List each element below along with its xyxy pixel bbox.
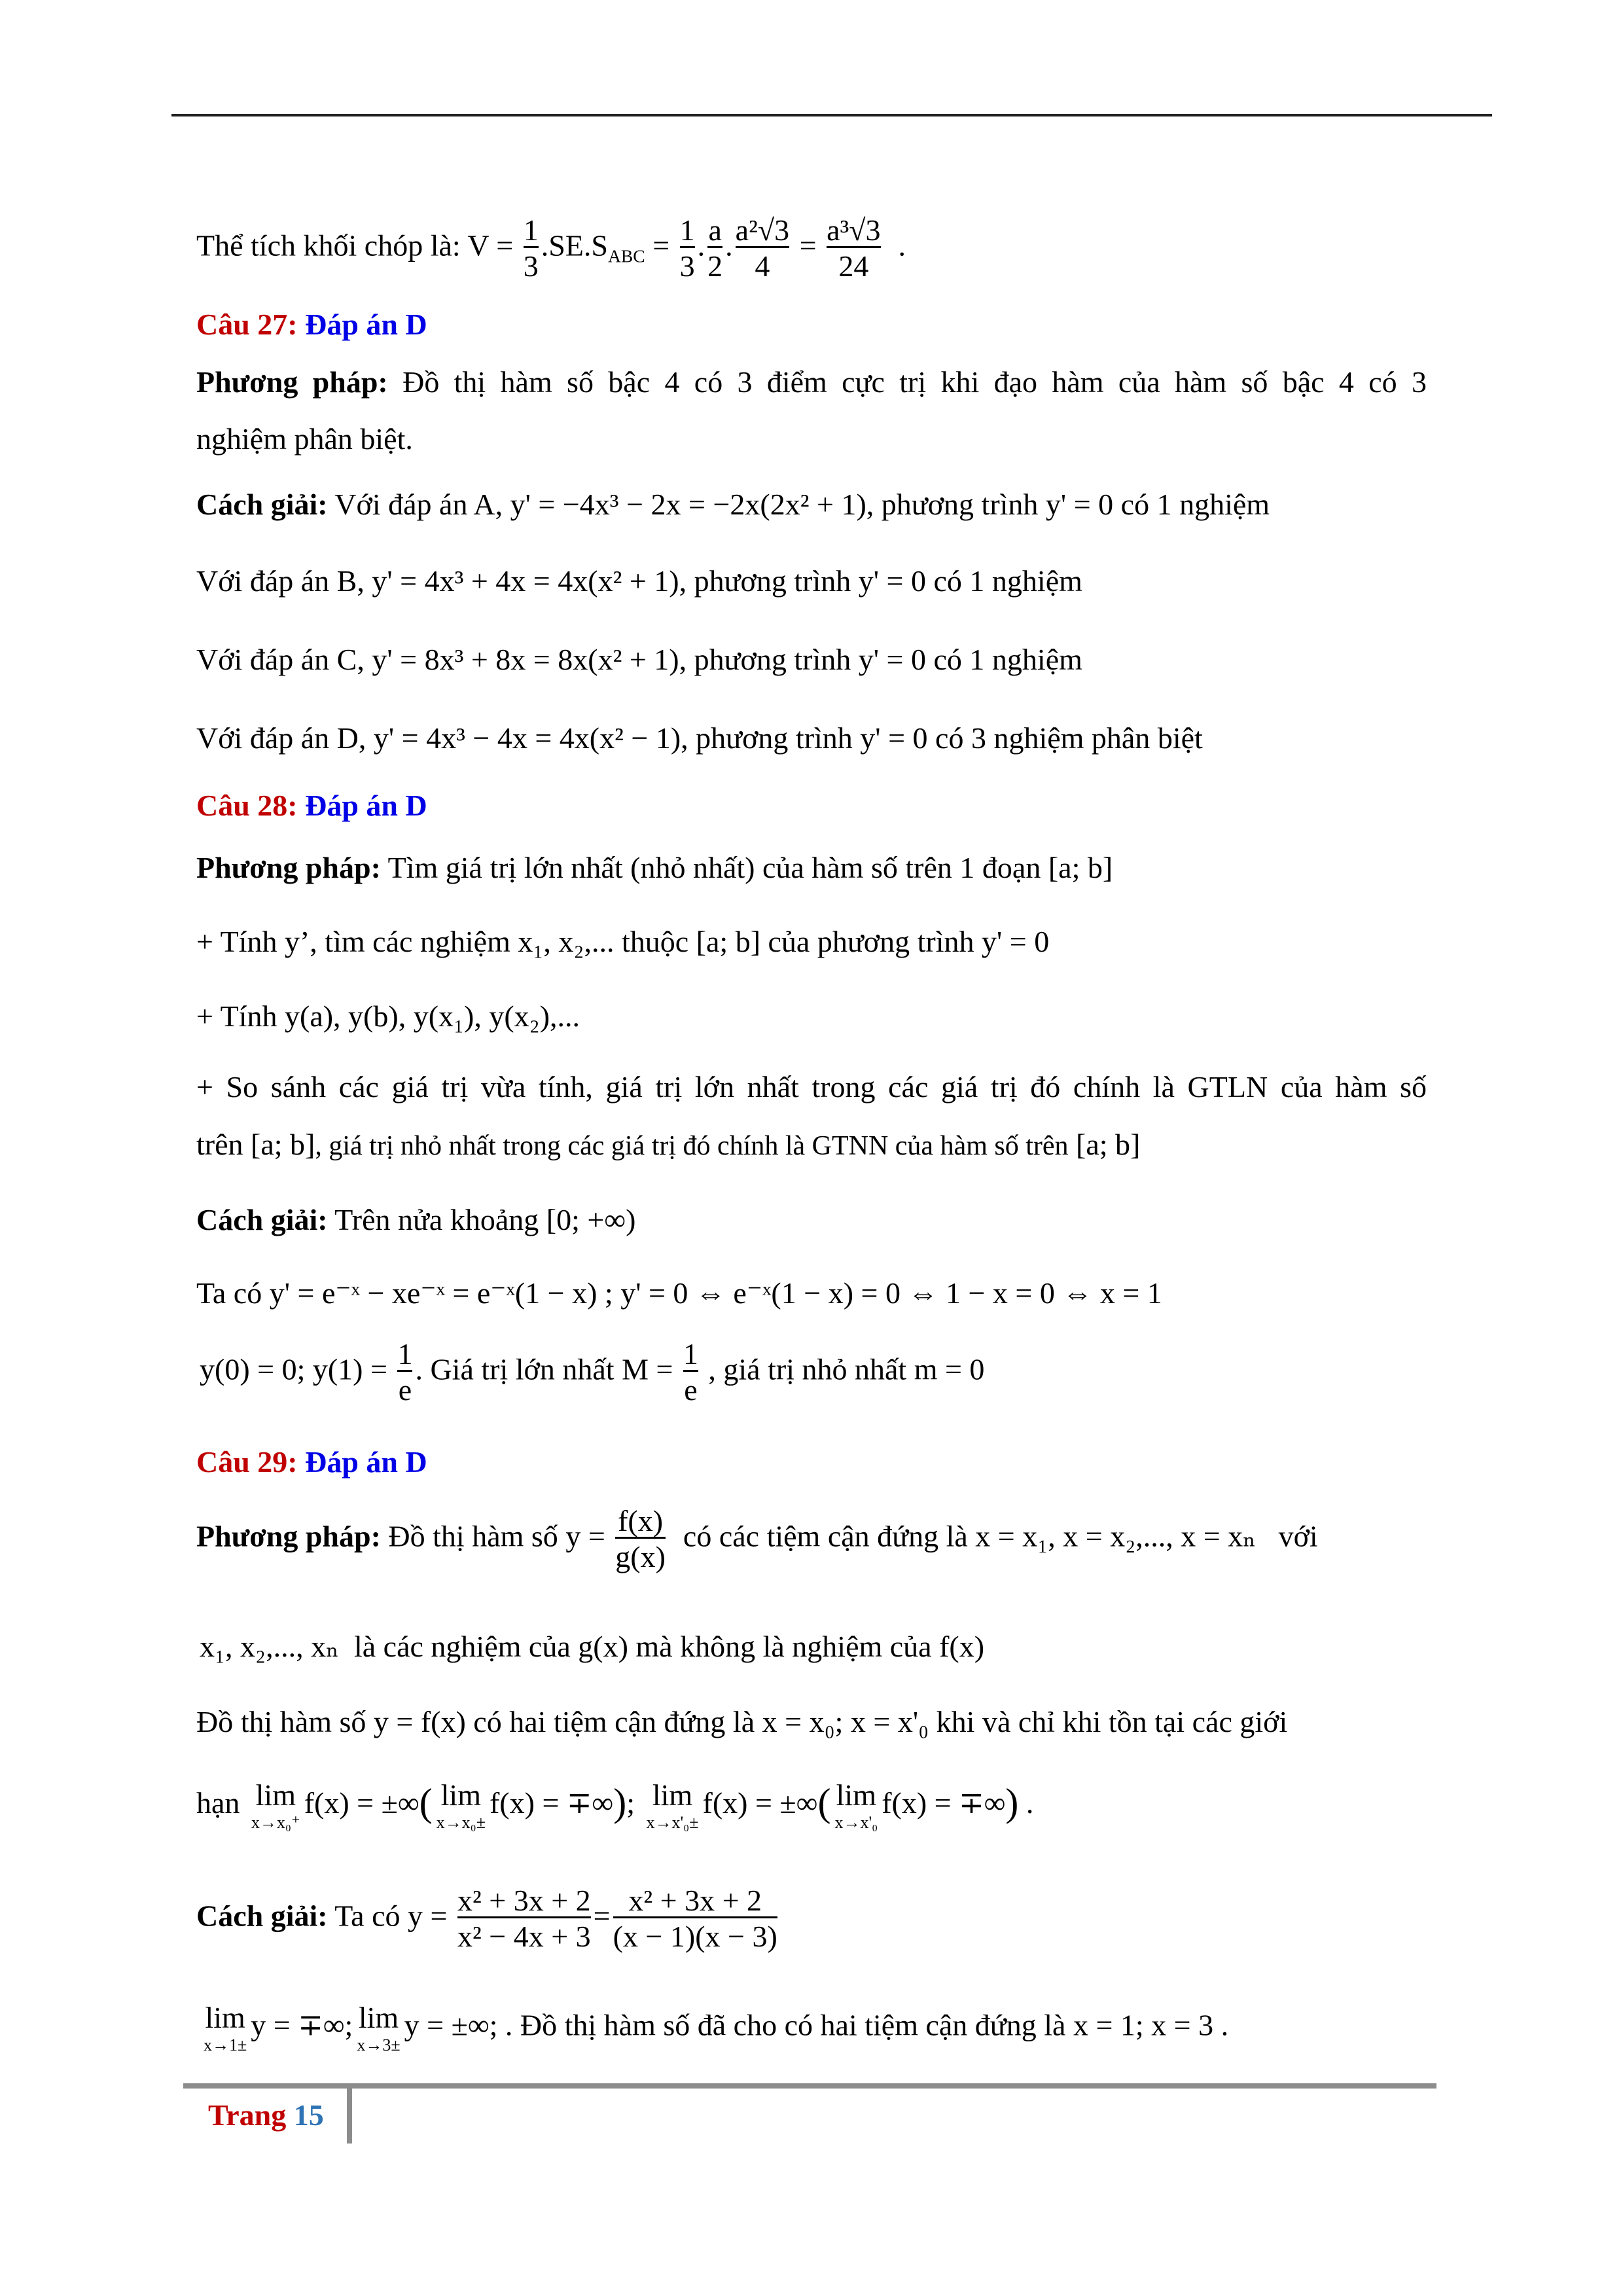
method-label: Phương pháp: [196,365,388,399]
two-text: khi và chỉ khi tồn tại các giới [936,1705,1288,1738]
q29-answer: Đáp án D [305,1445,427,1479]
values-expression: y(0) = 0; y(1) = [200,1352,387,1386]
method-text: Đồ thị hàm số [388,1519,558,1553]
page-footer [208,2098,324,2133]
method-text: với [1278,1519,1318,1553]
q28-derivative [196,1276,1162,1311]
q28-method [196,851,1113,886]
roots-expression: x₁, x₂,... [518,925,615,958]
q28-step3-line2 [196,1128,1140,1162]
limit-expression: f(x) = ∓∞ [489,1786,614,1820]
asymptote-equations: x = 1; x = 3 [1073,2008,1214,2042]
equals: = [652,228,670,262]
fraction: $\frac{\text{a²√3}}{4}$ [735,213,790,283]
y-equals-f: y = f(x) [373,1705,466,1738]
method-text: Đồ thị hàm số bậc 4 có 3 điểm cực trị khi đạo hàm của hàm số bậc 4 có 3 [402,365,1427,399]
q28-heading [196,789,427,823]
conclusion-text: . Đồ thị hàm số đã cho có hai tiệm cận đứng là [505,2008,1066,2042]
derivative-expression: y' = 4x³ + 4x = 4x(x² + 1) [372,564,679,598]
asymptote-list: x = x₁, x = x₂,..., x = xₙ [975,1519,1257,1553]
q29-limits: hạn lim x→x₀⁺ f(x) = ±∞( lim x→x₀± f(x) = ∓∞); lim x→x'₀± f(x) = ±∞( lim x→x'₀ f(x) = ∓∞) . [196,1778,1034,1833]
limit-expression: y = ±∞; [404,2008,498,2042]
q29-method [196,1505,1318,1573]
solution-label: Cách giải: [196,488,328,521]
q28-answer: Đáp án D [305,789,427,822]
solution-intro: Với đáp án A, [334,488,503,521]
fraction: $\frac{\text{x² + 3x + 2}}{(x - 1)(x - 3)}$ [613,1884,777,1954]
interval: [a; b] [251,1128,315,1161]
limit: lim x→3± [357,2001,401,2054]
volume-mid: .SE.S [541,228,608,262]
option-rest: , phương trình y' = 0 có 1 nghiệm [679,564,1082,598]
roots-text: mà không là nghiệm của [635,1630,932,1663]
fraction: $\frac{1}{3}$ [523,213,539,283]
limit-expression: f(x) = ±∞ [304,1786,419,1820]
q27-method-line2 [196,422,413,457]
limit: lim x→1± [204,2001,247,2054]
derivative-expression: y' = 8x³ + 8x = 8x(x² + 1) [372,643,679,676]
option-intro: Với đáp án C, [196,643,365,676]
step-text: + Tính [196,999,277,1033]
method-text-2: nghiệm phân biệt. [196,422,413,456]
values-text: . Giá trị lớn nhất [415,1352,615,1386]
g-of-x: g(x) [578,1630,628,1663]
q29-roots [200,1630,984,1664]
q27-option-b [196,564,1082,599]
fraction: $\frac{\text{x² + 3x + 2}}{\text{x² − 4x + 3}}$ [457,1884,591,1954]
limit: lim x→x'₀± [646,1778,699,1833]
limit-expression: f(x) = ±∞ [702,1786,818,1820]
q28-step3-line1 [196,1070,1427,1105]
max-lhs: M = [622,1352,673,1386]
solution-text: Ta có [334,1899,401,1933]
method-text: Tìm giá trị lớn nhất (nhỏ nhất) của hàm số trên 1 đoạn [387,851,1041,884]
derivative-expression: y' = e⁻ˣ − xe⁻ˣ = e⁻ˣ(1 − x) [269,1276,597,1310]
fraction: $\frac{1}{3}$ [679,213,695,283]
q29-two-asymptotes [196,1705,1287,1740]
q29-number: Câu 29: [196,1445,298,1479]
q27-option-c [196,643,1082,677]
option-rest: , phương trình y' = 0 có 3 nghiệm phân biệt [681,721,1203,755]
values-expression: y(a), y(b), y(x₁), y(x₂),... [285,999,580,1033]
volume-sub: ABC [607,245,645,266]
option-intro: Với đáp án D, [196,721,366,755]
limit-expression: y = ∓∞; [251,2008,353,2042]
q29-solution: Cách giải: Ta có y = $\frac{\text{x² + 3x + 2}}{\text{x² − 4x + 3}}$ = $\frac{\text{x² + 3x + 2}}{(x - 1)(x - 3)}$ [196,1884,777,1954]
option-rest: , phương trình y' = 0 có 1 nghiệm [679,643,1082,676]
values-text: , giá trị nhỏ nhất [708,1352,907,1386]
volume-lhs: V = [467,228,514,262]
solution-label: Cách giải: [196,1899,328,1933]
interval: [a; b] [1076,1128,1141,1161]
limit: lim x→x'₀ [834,1778,878,1833]
solution-text: Trên nửa khoảng [334,1203,539,1236]
period: . [1221,2008,1229,2042]
equals: = [799,228,817,262]
limit-label: hạn [196,1786,240,1820]
limit: lim x→x₀± [436,1778,486,1833]
q28-values [200,1338,984,1407]
footer-divider [347,2083,352,2144]
y-equals: y = [408,1899,448,1933]
min-expression: m = 0 [914,1352,985,1386]
asymptote-equations: x = x₀; x = x'₀ [762,1705,929,1738]
step-text: trên [196,1128,243,1161]
derivative-intro: Ta có [196,1276,262,1310]
y-equals: y = [565,1519,605,1553]
limit: lim x→x₀⁺ [251,1778,300,1833]
two-text: Đồ thị hàm số [196,1705,366,1738]
volume-line: Thể tích khối chóp là: V = $\frac{1}{3}$ $.SE.S_{ABC}$ = $\frac{1}{3}$ . $\frac{a}{2}$ . $\frac{\text{a²√3}}{4}$ = $\frac{\text{a³√3}}{24}$ . [196,213,906,283]
derivative-expression: y' = 4x³ − 4x = 4x(x² − 1) [373,721,681,755]
f-of-x: f(x) [939,1630,985,1663]
derivative-expression: y' = −4x³ − 2x = −2x(2x² + 1) [510,488,866,521]
fraction: $\frac{\text{a³√3}}{24}$ [827,213,881,283]
page-number: 15 [293,2098,324,2132]
roots-expression: x₁, x₂,..., xₙ [200,1630,339,1663]
step-text: thuộc [621,925,689,958]
q28-solution [196,1203,635,1238]
limit-expression: f(x) = ∓∞ [882,1786,1006,1820]
option-intro: Với đáp án B, [196,564,365,598]
q27-solution-a [196,488,1270,522]
roots-text: là các nghiệm của [353,1630,571,1663]
header-rule [171,114,1492,117]
step-text: , giá trị nhỏ nhất trong các giá trị đó chính là GTNN của hàm số trên [315,1131,1069,1161]
q28-number: Câu 28: [196,789,298,822]
separator: ; [604,1276,613,1310]
two-text: có hai tiệm cận đứng là [473,1705,755,1738]
step-text: + Tính y’, tìm các nghiệm [196,925,510,958]
q28-step2 [196,999,580,1034]
fraction: $\frac{1}{e}$ [683,1337,698,1407]
fraction: $\frac{a}{2}$ [707,213,723,283]
equation: y' = 0 [982,925,1050,958]
interval: [a; b] [696,925,761,958]
footer-rule [183,2083,1436,2089]
method-label: Phương pháp: [196,1519,381,1553]
q27-number: Câu 27: [196,308,298,341]
q27-answer: Đáp án D [305,308,427,341]
q27-option-d [196,721,1203,756]
page-label: Trang [208,2098,287,2132]
q27-method-line1 [196,365,1427,400]
solution-rest: , phương trình y' = 0 có 1 nghiệm [866,488,1270,521]
solution-label: Cách giải: [196,1203,328,1236]
interval: [a; b] [1048,851,1113,884]
q27-heading [196,308,427,342]
q28-step1 [196,925,1049,960]
critical-point-expression: y' = 0 ⇔ e⁻ˣ(1 − x) = 0 ⇔ 1 − x = 0 ⇔ x = 1 [620,1276,1162,1310]
step-text: + So sánh các giá trị vừa tính, giá trị lớn nhất trong các giá trị đó chính là GTLN của hàm số [196,1070,1427,1103]
q29-heading [196,1445,427,1480]
period: . [898,228,906,262]
step-text: của phương trình [768,925,974,958]
fraction: $\frac{1}{e}$ [397,1337,413,1407]
fraction: $\frac{f(x)}{g(x)}$ [615,1504,666,1574]
method-label: Phương pháp: [196,851,381,884]
interval: [0; +∞) [546,1203,636,1236]
method-text: có các tiệm cận đứng là [683,1519,968,1553]
volume-prefix: Thể tích khối chóp là: [196,228,461,262]
q29-conclusion [200,2003,1228,2054]
